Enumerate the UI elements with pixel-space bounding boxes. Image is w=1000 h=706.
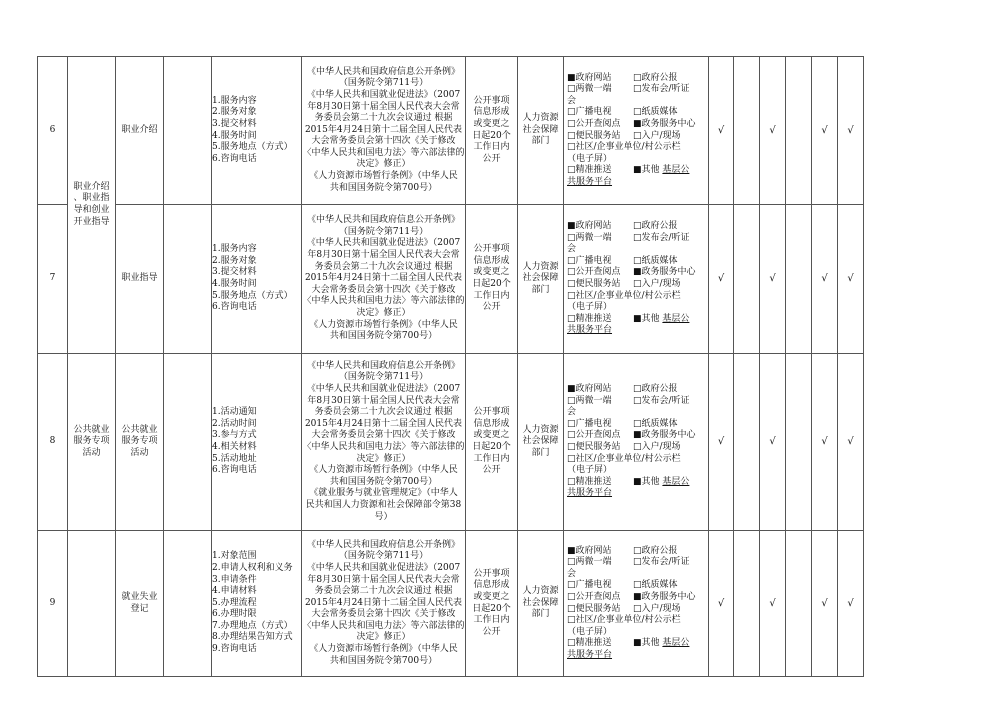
channel-push: □精准推送 (567, 165, 612, 176)
channel-press-conf-tail: 会 (567, 244, 577, 255)
channel-other (633, 314, 705, 326)
table-row (38, 531, 864, 677)
channel-press-conf: □发布会/听证 (633, 232, 690, 243)
basis-line: 《中华人民共和国就业促进法》（2007 (306, 384, 461, 395)
basis-line: 《中华人民共和国就业促进法》（2007 (306, 562, 461, 573)
basis-line: 年8月30日第十届全国人民代表大会常 (307, 574, 460, 585)
disclosure-table (37, 56, 864, 677)
channel-broadcast: □广播电视 (567, 255, 612, 266)
content-line: 5.办理流程 (212, 597, 257, 608)
timeline-line: 公开事项 (473, 244, 510, 255)
content-line: 5.服务地点（方式） (212, 142, 293, 153)
timeline-line: 日起20个 (472, 279, 511, 289)
channel-board: □社区/企事业单位/村公示栏 (567, 290, 681, 301)
basis-line: 2015年4月24日第十二届全国人民代表 (304, 418, 463, 429)
check-mark: √ (760, 354, 786, 531)
channel-board-tail: （电子屏） (567, 465, 613, 476)
basis-line: 共和国国务院令第700号） (329, 655, 438, 666)
check-mark (734, 354, 760, 531)
check-mark (734, 205, 760, 354)
channel-two-platforms: □两微一端 (567, 395, 612, 406)
content-line: 2.服务对象 (212, 255, 257, 266)
category-line: 活动 (82, 447, 101, 458)
empty-cell (164, 354, 212, 531)
basis-line: 决定》修正） (356, 453, 411, 464)
dept-line: 部门 (531, 284, 550, 295)
service-item: 职业介绍 (116, 57, 164, 205)
channel-gov-gazette: □政府公报 (633, 72, 678, 83)
basis-line: 大会常务委员会第十四次《关于修改 (311, 284, 456, 295)
timeline-line: 公开事项 (473, 568, 510, 579)
disclosure-timeline (466, 205, 518, 354)
content-line: 1.服务内容 (212, 95, 257, 106)
channel-other-link-tail: 共服务平台 (567, 176, 613, 187)
channel-paper: □纸质媒体 (633, 580, 678, 591)
basis-line: 2015年4月24日第十二届全国人民代表 (304, 597, 463, 608)
basis-line: 民共和国人力资源和社会保障部令第38 (305, 499, 462, 510)
check-mark: √ (760, 205, 786, 354)
basis-line: 2015年4月24日第十二届全国人民代表 (304, 124, 463, 135)
channel-gov-gazette: □政府公报 (633, 221, 678, 232)
channel-gov-site: ■政府网站 (567, 221, 612, 232)
channel-board: □社区/企事业单位/村公示栏 (567, 142, 681, 153)
channel-paper: □纸质媒体 (633, 255, 678, 266)
category-line: 职业介绍 (73, 181, 110, 192)
channel-two-platforms: □两微一端 (567, 232, 612, 243)
content-line: 1.对象范围 (212, 551, 257, 562)
service-category (68, 57, 116, 354)
check-mark: √ (812, 531, 838, 677)
basis-line: 年8月30日第十届全国人民代表大会常 (307, 101, 460, 112)
basis-line: 2015年4月24日第十二届全国人民代表 (304, 273, 463, 284)
channel-board-tail: （电子屏） (567, 302, 613, 313)
timeline-line: 或变更之 (473, 267, 510, 278)
check-mark: √ (812, 205, 838, 354)
channel-other-link-tail: 共服务平台 (567, 488, 613, 499)
basis-line: 《就业服务与就业管理规定》（中华人 (309, 488, 458, 499)
check-mark (734, 531, 760, 677)
dept-line: 人力资源 (522, 586, 559, 597)
basis-line: 号） (374, 511, 393, 522)
content-line: 3.参与方式 (212, 430, 257, 441)
channel-other-link-tail: 共服务平台 (567, 325, 613, 336)
channel-broadcast: □广播电视 (567, 107, 612, 118)
basis-line: 〈中华人民共和国电力法〉等六部法律的 (302, 147, 465, 158)
basis-line: 共和国国务院令第700号） (329, 331, 438, 342)
timeline-line: 公开事项 (473, 407, 510, 418)
check-mark: √ (838, 57, 864, 205)
channel-gov-site: ■政府网站 (567, 384, 612, 395)
basis-line: 《人力资源市场暂行条例》（中华人民 (309, 171, 458, 182)
row-number: 7 (38, 205, 68, 354)
check-mark: √ (709, 354, 734, 531)
channel-board-tail: （电子屏） (567, 153, 613, 164)
check-mark (786, 57, 812, 205)
channel-paper: □纸质媒体 (633, 418, 678, 429)
basis-line: 〈中华人民共和国电力法〉等六部法律的 (302, 442, 465, 452)
channel-broadcast: □广播电视 (567, 580, 612, 591)
content-line: 1.服务内容 (212, 244, 257, 255)
content-line: 3.提交材料 (212, 267, 257, 278)
basis-line: 共和国国务院令第700号） (329, 182, 438, 193)
channel-gov-site: ■政府网站 (567, 545, 612, 556)
item-line: 登记 (130, 603, 149, 614)
category-line: 开业指导 (73, 216, 110, 227)
disclosure-channels (564, 531, 709, 677)
timeline-line: 信息形成 (473, 580, 510, 591)
timeline-line: 信息形成 (473, 418, 510, 429)
channel-reading-room: □公开查阅点 (567, 591, 621, 602)
dept-line: 人力资源 (522, 424, 559, 435)
channel-paper: □纸质媒体 (633, 107, 678, 118)
timeline-line: 工作日内 (473, 142, 510, 153)
disclosure-content (212, 531, 302, 677)
channel-push: □精准推送 (567, 476, 612, 487)
channel-other-link: 基层公 (662, 165, 690, 176)
disclosure-department (518, 205, 564, 354)
content-line: 3.提交材料 (212, 118, 257, 129)
content-line: 8.办理结果告知方式 (212, 632, 293, 643)
disclosure-channels (564, 354, 709, 531)
content-line: 4.服务时间 (212, 279, 257, 289)
empty-cell (164, 57, 212, 205)
basis-line: （国务院令第711号） (338, 551, 429, 562)
content-line: 6.咨询电话 (212, 153, 257, 164)
dept-line: 部门 (531, 447, 550, 458)
channel-press-conf-tail: 会 (567, 95, 577, 106)
disclosure-department (518, 354, 564, 531)
item-line: 服务专项 (121, 436, 158, 447)
check-mark (786, 205, 812, 354)
dept-line: 社会保障 (522, 124, 559, 135)
channel-other-prefix: ■其他 (633, 476, 660, 487)
timeline-line: 信息形成 (473, 107, 510, 118)
legal-basis (302, 354, 466, 531)
channel-press-conf: □发布会/听证 (633, 395, 690, 406)
channel-other (633, 477, 705, 489)
timeline-line: 工作日内 (473, 453, 510, 464)
content-line: 2.申请人权利和义务 (212, 562, 293, 573)
basis-line: 决定》修正） (356, 307, 411, 318)
service-item (116, 354, 164, 531)
channel-onsite: □入户/现场 (633, 130, 681, 141)
basis-line: 共和国国务院令第700号） (329, 476, 438, 487)
table-row (38, 57, 864, 205)
content-line: 6.办理时限 (212, 609, 257, 620)
legal-basis (302, 531, 466, 677)
basis-line: 〈中华人民共和国电力法〉等六部法律的 (302, 296, 465, 307)
content-line: 2.服务对象 (212, 107, 257, 118)
timeline-line: 日起20个 (472, 603, 511, 614)
content-line: 6.咨询电话 (212, 465, 257, 476)
basis-line: 《人力资源市场暂行条例》（中华人民 (309, 319, 458, 330)
channel-gov-site: ■政府网站 (567, 72, 612, 83)
disclosure-channels (564, 57, 709, 205)
check-mark: √ (709, 531, 734, 677)
disclosure-channels (564, 205, 709, 354)
disclosure-department (518, 531, 564, 677)
disclosure-timeline (466, 531, 518, 677)
disclosure-timeline (466, 354, 518, 531)
category-line: 、职业指 (73, 193, 110, 204)
item-line: 活动 (130, 447, 149, 458)
channel-other (633, 165, 705, 177)
disclosure-content (212, 354, 302, 531)
basis-line: 大会常务委员会第十四次《关于修改 (311, 609, 456, 620)
channel-press-conf-tail: 会 (567, 407, 577, 418)
timeline-line: 公开 (482, 302, 501, 313)
basis-line: （国务院令第711号） (338, 372, 429, 383)
channel-service-center: ■政务服务中心 (633, 430, 696, 441)
service-category (68, 354, 116, 531)
channel-service-station: □便民服务站 (567, 130, 621, 141)
basis-line: （国务院令第711号） (338, 78, 429, 89)
timeline-line: 或变更之 (473, 591, 510, 602)
timeline-line: 公开 (482, 153, 501, 164)
empty-cell (164, 205, 212, 354)
disclosure-department (518, 57, 564, 205)
dept-line: 社会保障 (522, 597, 559, 608)
check-mark: √ (812, 354, 838, 531)
timeline-line: 或变更之 (473, 430, 510, 441)
dept-line: 社会保障 (522, 273, 559, 284)
service-item (116, 531, 164, 677)
channel-two-platforms: □两微一端 (567, 557, 612, 568)
content-line: 5.服务地点（方式） (212, 290, 293, 301)
channel-onsite: □入户/现场 (633, 442, 681, 452)
channel-onsite: □入户/现场 (633, 603, 681, 614)
basis-line: 决定》修正） (356, 159, 411, 170)
check-mark (786, 354, 812, 531)
content-line: 7.办理地点（方式） (212, 620, 293, 631)
dept-line: 部门 (531, 609, 550, 620)
basis-line: 大会常务委员会第十四次《关于修改 (311, 136, 456, 147)
table-row (38, 354, 864, 531)
basis-line: 务委员会第二十九次会议通过 根据 (314, 407, 453, 418)
content-line: 1.活动通知 (212, 407, 257, 418)
timeline-line: 公开 (482, 626, 501, 637)
category-line: 公共就业 (73, 424, 110, 435)
basis-line: 务委员会第二十九次会议通过 根据 (314, 261, 453, 272)
channel-onsite: □入户/现场 (633, 279, 681, 289)
legal-basis (302, 205, 466, 354)
row-number: 9 (38, 531, 68, 677)
basis-line: 大会常务委员会第十四次《关于修改 (311, 430, 456, 441)
content-line: 6.咨询电话 (212, 302, 257, 313)
basis-line: 《中华人民共和国政府信息公开条例》 (306, 539, 460, 550)
channel-board-tail: （电子屏） (567, 626, 613, 637)
content-line: 4.相关材料 (212, 442, 257, 452)
category-line: 服务专项 (73, 436, 110, 447)
disclosure-content (212, 57, 302, 205)
dept-line: 社会保障 (522, 436, 559, 447)
content-line: 2.活动时间 (212, 418, 257, 429)
item-line: 就业失业 (121, 591, 158, 602)
channel-reading-room: □公开查阅点 (567, 118, 621, 129)
basis-line: 务委员会第二十九次会议通过 根据 (314, 586, 453, 597)
check-mark: √ (812, 57, 838, 205)
check-mark (734, 57, 760, 205)
timeline-line: 日起20个 (472, 442, 511, 452)
check-mark: √ (838, 205, 864, 354)
basis-line: 年8月30日第十届全国人民代表大会常 (307, 395, 460, 406)
check-mark: √ (838, 354, 864, 531)
table-row (38, 205, 864, 354)
timeline-line: 或变更之 (473, 118, 510, 129)
channel-service-station: □便民服务站 (567, 603, 621, 614)
service-item: 职业指导 (116, 205, 164, 354)
content-line: 9.咨询电话 (212, 644, 257, 655)
channel-other-prefix: ■其他 (633, 165, 660, 176)
basis-line: 《人力资源市场暂行条例》（中华人民 (309, 644, 458, 655)
check-mark: √ (760, 57, 786, 205)
content-line: 5.活动地址 (212, 453, 257, 464)
check-mark: √ (709, 205, 734, 354)
channel-other-prefix: ■其他 (633, 638, 660, 649)
disclosure-timeline (466, 57, 518, 205)
item-line: 公共就业 (121, 424, 158, 435)
channel-press-conf: □发布会/听证 (633, 557, 690, 568)
channel-push: □精准推送 (567, 313, 612, 324)
basis-line: 年8月30日第十届全国人民代表大会常 (307, 250, 460, 261)
channel-other-link: 基层公 (662, 313, 690, 324)
empty-cell (164, 531, 212, 677)
legal-basis (302, 57, 466, 205)
basis-line: 《人力资源市场暂行条例》（中华人民 (309, 465, 458, 476)
service-category (68, 531, 116, 677)
channel-board: □社区/企事业单位/村公示栏 (567, 453, 681, 464)
channel-other-link: 基层公 (662, 476, 690, 487)
basis-line: （国务院令第711号） (338, 226, 429, 237)
channel-other-link-tail: 共服务平台 (567, 649, 613, 660)
channel-other (633, 638, 705, 650)
basis-line: 《中华人民共和国就业促进法》（2007 (306, 89, 461, 100)
channel-service-center: ■政务服务中心 (633, 267, 696, 278)
basis-line: 〈中华人民共和国电力法〉等六部法律的 (302, 620, 465, 631)
check-mark: √ (838, 531, 864, 677)
disclosure-content (212, 205, 302, 354)
timeline-line: 日起20个 (472, 130, 511, 141)
timeline-line: 公开 (482, 465, 501, 476)
channel-service-station: □便民服务站 (567, 442, 621, 452)
row-number: 6 (38, 57, 68, 205)
channel-board: □社区/企事业单位/村公示栏 (567, 615, 681, 626)
channel-reading-room: □公开查阅点 (567, 267, 621, 278)
channel-two-platforms: □两微一端 (567, 84, 612, 95)
channel-gov-gazette: □政府公报 (633, 545, 678, 556)
check-mark: √ (709, 57, 734, 205)
dept-line: 人力资源 (522, 261, 559, 272)
content-line: 4.服务时间 (212, 130, 257, 141)
timeline-line: 工作日内 (473, 615, 510, 626)
basis-line: 《中华人民共和国就业促进法》（2007 (306, 238, 461, 249)
channel-service-station: □便民服务站 (567, 279, 621, 289)
channel-press-conf: □发布会/听证 (633, 84, 690, 95)
channel-broadcast: □广播电视 (567, 418, 612, 429)
basis-line: 《中华人民共和国政府信息公开条例》 (306, 215, 460, 226)
check-mark (786, 531, 812, 677)
category-line: 导和创业 (73, 205, 110, 215)
basis-line: 决定》修正） (356, 632, 411, 643)
basis-line: 《中华人民共和国政府信息公开条例》 (306, 66, 460, 77)
channel-service-center: ■政务服务中心 (633, 118, 696, 129)
content-line: 4.申请材料 (212, 586, 257, 597)
channel-other-prefix: ■其他 (633, 313, 660, 324)
dept-line: 人力资源 (522, 113, 559, 124)
row-number: 8 (38, 354, 68, 531)
content-line: 3.申请条件 (212, 574, 257, 585)
basis-line: 《中华人民共和国政府信息公开条例》 (306, 360, 460, 371)
channel-gov-gazette: □政府公报 (633, 384, 678, 395)
channel-other-link: 基层公 (662, 638, 690, 649)
check-mark: √ (760, 531, 786, 677)
timeline-line: 公开事项 (473, 95, 510, 106)
dept-line: 部门 (531, 136, 550, 147)
timeline-line: 工作日内 (473, 290, 510, 301)
channel-service-center: ■政务服务中心 (633, 591, 696, 602)
basis-line: 务委员会第二十九次会议通过 根据 (314, 113, 453, 124)
timeline-line: 信息形成 (473, 255, 510, 266)
channel-press-conf-tail: 会 (567, 568, 577, 579)
channel-reading-room: □公开查阅点 (567, 430, 621, 441)
channel-push: □精准推送 (567, 638, 612, 649)
